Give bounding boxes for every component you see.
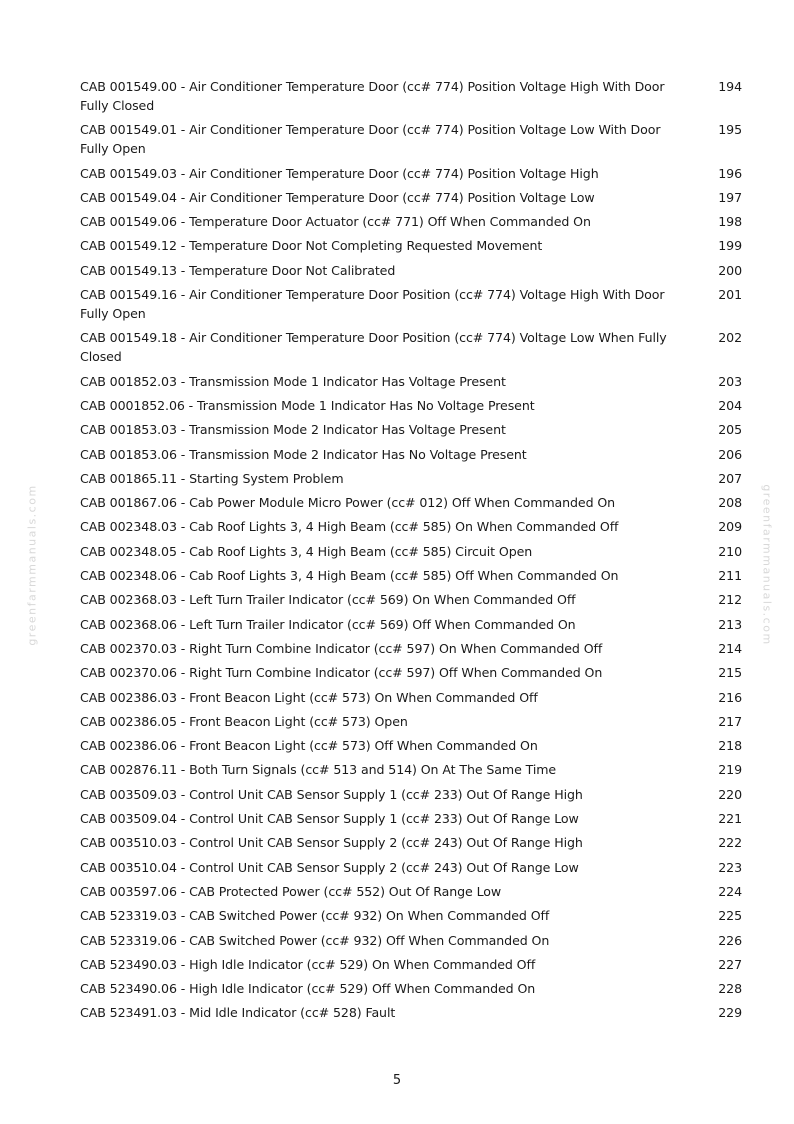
toc-entry[interactable] [80,688,742,707]
toc-entry-page[interactable]: 208 [718,495,742,511]
toc-entry[interactable] [80,615,742,634]
toc-entry[interactable] [80,77,742,115]
toc-entry-page[interactable]: 206 [718,446,742,462]
toc-entry[interactable] [80,858,742,877]
toc-entry[interactable] [80,236,742,255]
toc-entry-title[interactable]: CAB 003510.03 - Control Unit CAB Sensor Supply 2 (cc# 243) Out Of Range High [80,835,583,851]
toc-entry-title[interactable]: CAB 001549.12 - Temperature Door Not Completing Requested Movement [80,238,543,254]
toc-entry-title[interactable]: CAB 523319.06 - CAB Switched Power (cc# 932) Off When Commanded On [80,932,550,948]
toc-entry-page[interactable]: 195 [718,122,742,138]
toc-entry-title[interactable]: CAB 002370.03 - Right Turn Combine Indicator (cc# 597) On When Commanded Off [80,640,603,656]
toc-entry[interactable] [80,809,742,828]
toc-entry-title[interactable]: CAB 003509.04 - Control Unit CAB Sensor Supply 1 (cc# 233) Out Of Range Low [80,811,579,827]
toc-entry[interactable] [80,164,742,183]
toc-entry[interactable] [80,590,742,609]
toc-entry-page[interactable]: 212 [718,592,742,608]
toc-entry-page[interactable]: 214 [718,640,742,656]
toc-entry[interactable] [80,493,742,512]
toc-entry[interactable] [80,469,742,488]
toc-entry-page[interactable]: 228 [718,981,742,997]
toc-entry-page[interactable]: 213 [718,616,742,632]
toc-entry-title[interactable]: CAB 003509.03 - Control Unit CAB Sensor Supply 1 (cc# 233) Out Of Range High [80,786,583,802]
toc-entry-page[interactable]: 202 [718,330,742,346]
toc-entry-title[interactable]: CAB 001853.06 - Transmission Mode 2 Indicator Has No Voltage Present [80,446,527,462]
toc-entry-title[interactable]: CAB 523319.03 - CAB Switched Power (cc# 932) On When Commanded Off [80,908,550,924]
toc-entry-title[interactable]: CAB 002386.06 - Front Beacon Light (cc# 573) Off When Commanded On [80,738,538,754]
toc-entry-title[interactable]: CAB 001853.03 - Transmission Mode 2 Indicator Has Voltage Present [80,422,506,438]
toc-entry[interactable] [80,931,742,950]
toc-entry-page[interactable]: 224 [718,883,742,899]
toc-entry[interactable] [80,785,742,804]
toc-entry[interactable] [80,833,742,852]
toc-entry[interactable] [80,542,742,561]
toc-entry-title[interactable]: CAB 002348.06 - Cab Roof Lights 3, 4 High Beam (cc# 585) Off When Commanded On [80,568,619,584]
toc-entry[interactable] [80,639,742,658]
toc-entry-page[interactable]: 226 [718,932,742,948]
toc-entry[interactable] [80,760,742,779]
toc-entry-title[interactable]: CAB 002876.11 - Both Turn Signals (cc# 513 and 514) On At The Same Time [80,762,557,778]
toc-entry-page[interactable]: 199 [718,238,742,254]
toc-entry-page[interactable]: 225 [718,908,742,924]
toc-entry-page[interactable]: 198 [718,214,742,230]
toc-entry-page[interactable]: 197 [718,189,742,205]
toc-entry-title[interactable]: CAB 001549.16 - Air Conditioner Temperature Door Position (cc# 774) Voltage High With Door Fully Open [80,287,665,322]
toc-entry-page[interactable]: 227 [718,956,742,972]
toc-entry[interactable] [80,420,742,439]
toc-entry[interactable] [80,188,742,207]
toc-entry-page[interactable]: 221 [718,811,742,827]
toc-entry-page[interactable]: 203 [718,373,742,389]
toc-entry-page[interactable]: 219 [718,762,742,778]
toc-entry[interactable] [80,955,742,974]
toc-entry-page[interactable]: 229 [718,1005,742,1021]
toc-entry-title[interactable]: CAB 001867.06 - Cab Power Module Micro Power (cc# 012) Off When Commanded On [80,495,616,511]
toc-entry-page[interactable]: 196 [718,165,742,181]
toc-entry-title[interactable]: CAB 001865.11 - Starting System Problem [80,470,344,486]
toc-entry-title[interactable]: CAB 001549.06 - Temperature Door Actuator (cc# 771) Off When Commanded On [80,214,591,230]
toc-entry[interactable] [80,906,742,925]
toc-entry[interactable] [80,212,742,231]
toc-entry[interactable] [80,712,742,731]
toc-entry-page[interactable]: 204 [718,397,742,413]
toc-entry-title[interactable]: CAB 003510.04 - Control Unit CAB Sensor Supply 2 (cc# 243) Out Of Range Low [80,859,579,875]
toc-entry-title[interactable]: CAB 002386.05 - Front Beacon Light (cc# 573) Open [80,713,408,729]
toc-entry-title[interactable]: CAB 001549.03 - Air Conditioner Temperature Door (cc# 774) Position Voltage High [80,165,599,181]
toc-entry-page[interactable]: 209 [718,519,742,535]
toc-entry-page[interactable]: 201 [718,287,742,303]
toc-entry-page[interactable]: 217 [718,713,742,729]
toc-entry-title[interactable]: CAB 001549.13 - Temperature Door Not Calibrated [80,262,396,278]
toc-entry-title[interactable]: CAB 001852.03 - Transmission Mode 1 Indicator Has Voltage Present [80,373,506,389]
toc-entry-title[interactable]: CAB 001549.01 - Air Conditioner Temperature Door (cc# 774) Position Voltage Low With Door Fully Open [80,122,661,157]
toc-entry[interactable] [80,372,742,391]
toc-entry-page[interactable]: 200 [718,262,742,278]
toc-entry-title[interactable]: CAB 001549.18 - Air Conditioner Temperature Door Position (cc# 774) Voltage Low When Fully Closed [80,330,667,365]
toc-entry-title[interactable]: CAB 002370.06 - Right Turn Combine Indicator (cc# 597) Off When Commanded On [80,665,603,681]
toc-entry-page[interactable]: 216 [718,689,742,705]
toc-entry[interactable] [80,517,742,536]
toc-entry-title[interactable]: CAB 002348.05 - Cab Roof Lights 3, 4 High Beam (cc# 585) Circuit Open [80,543,533,559]
toc-entry[interactable] [80,1003,742,1022]
toc-entry[interactable] [80,261,742,280]
toc-entry-title[interactable]: CAB 002348.03 - Cab Roof Lights 3, 4 High Beam (cc# 585) On When Commanded Off [80,519,619,535]
toc-entry[interactable] [80,120,742,158]
toc-entry[interactable] [80,285,742,323]
toc-entry-page[interactable]: 194 [718,79,742,94]
toc-entry[interactable] [80,979,742,998]
toc-entry-page[interactable]: 207 [718,470,742,486]
toc-entry-page[interactable]: 222 [718,835,742,851]
page-number: 5 [392,1073,402,1088]
toc-entry-title[interactable]: CAB 523491.03 - Mid Idle Indicator (cc# 528) Fault [80,1005,396,1021]
toc-entry-title[interactable]: CAB 002386.03 - Front Beacon Light (cc# 573) On When Commanded Off [80,689,538,705]
table-of-contents [80,77,742,1028]
toc-entry-title[interactable]: CAB 002368.03 - Left Turn Trailer Indicator (cc# 569) On When Commanded Off [80,592,576,608]
toc-entry-title[interactable]: CAB 002368.06 - Left Turn Trailer Indicator (cc# 569) Off When Commanded On [80,616,576,632]
toc-entry-title[interactable]: CAB 001549.00 - Air Conditioner Temperature Door (cc# 774) Position Voltage High With Door Fully Closed [80,79,665,113]
watermark-right: greenfarmmanuals.com [760,484,774,646]
toc-entry-page[interactable]: 211 [718,568,742,584]
toc-entry[interactable] [80,566,742,585]
toc-entry-title[interactable]: CAB 523490.03 - High Idle Indicator (cc# 529) On When Commanded Off [80,956,536,972]
toc-entry-title[interactable]: CAB 523490.06 - High Idle Indicator (cc# 529) Off When Commanded On [80,981,536,997]
toc-entry-page[interactable]: 223 [718,859,742,875]
toc-entry-title[interactable]: CAB 0001852.06 - Transmission Mode 1 Indicator Has No Voltage Present [80,397,535,413]
toc-entry[interactable] [80,396,742,415]
toc-entry-title[interactable]: CAB 003597.06 - CAB Protected Power (cc# 552) Out Of Range Low [80,883,502,899]
watermark-left: greenfarmmanuals.com [25,484,39,646]
toc-entry-title[interactable]: CAB 001549.04 - Air Conditioner Temperature Door (cc# 774) Position Voltage Low [80,189,595,205]
toc-entry[interactable] [80,445,742,464]
toc-entry[interactable] [80,663,742,682]
toc-entry[interactable] [80,882,742,901]
toc-entry-page[interactable]: 218 [718,738,742,754]
toc-entry[interactable] [80,736,742,755]
toc-entry-page[interactable]: 220 [718,786,742,802]
toc-entry[interactable] [80,328,742,366]
toc-entry-page[interactable]: 215 [718,665,742,681]
toc-entry-page[interactable]: 210 [718,543,742,559]
toc-entry-page[interactable]: 205 [718,422,742,438]
